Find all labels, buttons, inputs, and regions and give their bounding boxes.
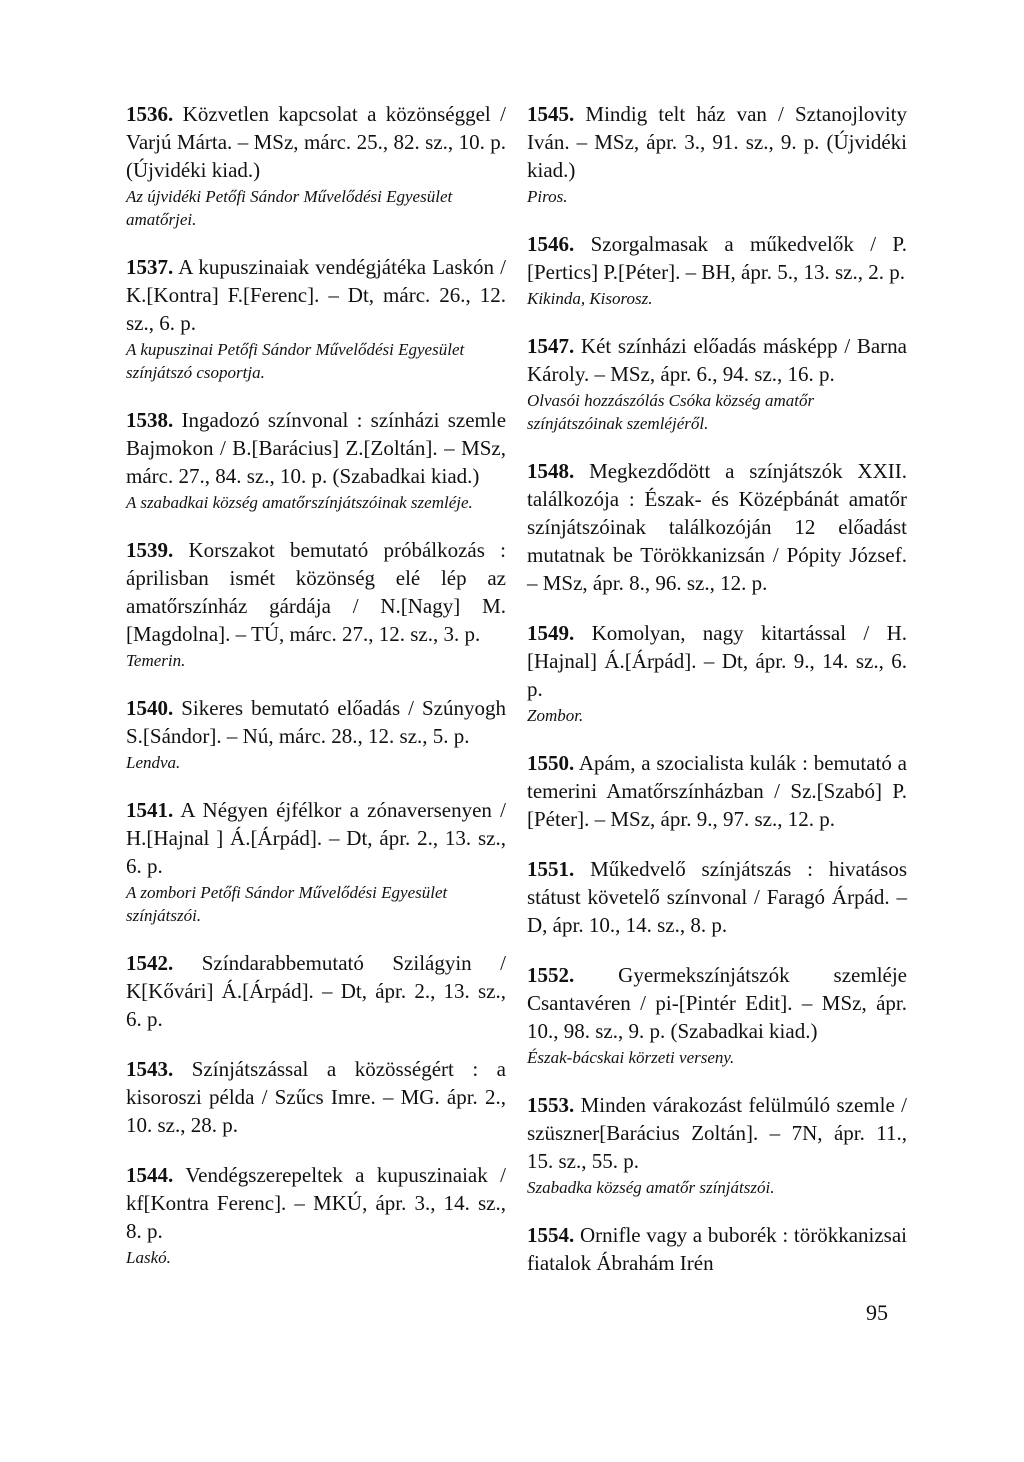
entry-body: Sikeres bemutató előadás / Szúnyogh S.[Sándor]. – Nú, márc. 28., 12. sz., 5. p. bbox=[126, 696, 506, 748]
entry-number: 1553. bbox=[527, 1093, 575, 1117]
entry-text bbox=[527, 855, 907, 939]
entry-text bbox=[126, 1161, 506, 1245]
entry-text bbox=[527, 332, 907, 388]
entry-body: Ingadozó színvonal : színházi szemle Bajmokon / B.[Barácius] Z.[Zoltán]. – MSz, márc. 27., 84. sz., 10. p. (Szabadkai kiad.) bbox=[126, 408, 507, 488]
entry-text bbox=[126, 796, 506, 880]
entry-text bbox=[126, 949, 506, 1033]
entry-text bbox=[527, 961, 907, 1045]
entry-note: Kikinda, Kisorosz. bbox=[527, 289, 653, 308]
entry-text bbox=[527, 1091, 907, 1175]
entry-note: Szabadka község amatőr színjátszói. bbox=[527, 1178, 775, 1197]
entry-text bbox=[126, 100, 506, 184]
entry-number: 1545. bbox=[527, 102, 575, 126]
entry-note: Az újvidéki Petőfi Sándor Művelődési Egyesület amatőrjei. bbox=[126, 187, 453, 229]
entry-body: Vendégszerepeltek a kupuszinaiak / kf[Kontra Ferenc]. – MKÚ, ápr. 3., 14. sz., 8. p. bbox=[126, 1163, 506, 1243]
entry-1544 bbox=[126, 1161, 506, 1269]
entry-text bbox=[527, 1221, 907, 1277]
entry-text bbox=[527, 619, 907, 703]
entry-1537 bbox=[126, 253, 506, 384]
entry-1554 bbox=[527, 1221, 907, 1277]
entry-1543 bbox=[126, 1055, 506, 1139]
entry-1536 bbox=[126, 100, 506, 231]
entry-body: Közvetlen kapcsolat a közönséggel / Varjú Márta. – MSz, márc. 25., 82. sz., 10. p. (Újvidéki kiad.) bbox=[126, 102, 506, 182]
entry-text bbox=[126, 536, 506, 648]
entry-1542 bbox=[126, 949, 506, 1033]
entry-number: 1537. bbox=[126, 255, 174, 279]
entry-body: Két színházi előadás másképp / Barna Károly. – MSz, ápr. 6., 94. sz., 16. p. bbox=[527, 334, 907, 386]
entry-1540 bbox=[126, 694, 506, 774]
right-column bbox=[527, 100, 907, 1299]
entry-body: A kupuszinaiak vendégjátéka Laskón / K.[Kontra] F.[Ferenc]. – Dt, márc. 26., 12. sz., 6. p. bbox=[126, 255, 506, 335]
entry-body: Gyermekszínjátszók szemléje Csantavéren / pi-[Pintér Edit]. – MSz, ápr. 10., 98. sz., 9. p. (Szabadkai kiad.) bbox=[527, 963, 907, 1043]
entry-body: Műkedvelő színjátszás : hivatásos státust követelő színvonal / Faragó Árpád. – D, ápr. 10., 14. sz., 8. p. bbox=[527, 857, 907, 937]
entry-note: A szabadkai község amatőrszínjátszóinak szemléje. bbox=[126, 493, 473, 512]
entry-text bbox=[126, 406, 506, 490]
entry-note: Zombor. bbox=[527, 706, 584, 725]
entry-note: A kupuszinai Petőfi Sándor Művelődési Egyesület színjátszó csoportja. bbox=[126, 340, 465, 382]
entry-text bbox=[527, 457, 907, 597]
entry-body: Színdarabbemutató Szilágyin / K[Kővári] Á.[Árpád]. – Dt, ápr. 2., 13. sz., 6. p. bbox=[126, 951, 507, 1031]
entry-number: 1538. bbox=[126, 408, 174, 432]
entry-number: 1554. bbox=[527, 1223, 575, 1247]
entry-number: 1549. bbox=[527, 621, 575, 645]
entry-note: Észak-bácskai körzeti verseny. bbox=[527, 1048, 735, 1067]
entry-body: Mindig telt ház van / Sztanojlovity Iván. – MSz, ápr. 3., 91. sz., 9. p. (Újvidéki kiad.) bbox=[527, 102, 907, 182]
entry-note: Piros. bbox=[527, 187, 568, 206]
entry-body: Komolyan, nagy kitartással / H.[Hajnal] Á.[Árpád]. – Dt, ápr. 9., 14. sz., 6. p. bbox=[527, 621, 907, 701]
entry-1548 bbox=[527, 457, 907, 597]
entry-body: Ornifle vagy a buborék : törökkanizsai fiatalok Ábrahám Irén bbox=[527, 1223, 907, 1275]
page-number: 95 bbox=[866, 1300, 888, 1325]
entry-1546 bbox=[527, 230, 907, 310]
entry-number: 1550. bbox=[527, 751, 575, 775]
entry-number: 1540. bbox=[126, 696, 174, 720]
entry-number: 1548. bbox=[527, 459, 575, 483]
entry-text bbox=[126, 1055, 506, 1139]
entry-number: 1536. bbox=[126, 102, 174, 126]
entry-number: 1544. bbox=[126, 1163, 174, 1187]
entry-note: Lendva. bbox=[126, 753, 181, 772]
entry-1538 bbox=[126, 406, 506, 514]
entry-body: Apám, a szocialista kulák : bemutató a temerini Amatőrszínházban / Sz.[Szabó] P.[Péter]. – MSz, ápr. 9., 97. sz., 12. p. bbox=[527, 751, 907, 831]
entry-number: 1542. bbox=[126, 951, 174, 975]
entry-body: Minden várakozást felülmúló szemle / szüszner[Barácius Zoltán]. – 7N, ápr. 11., 15. sz., 55. p. bbox=[527, 1093, 908, 1173]
entry-1545 bbox=[527, 100, 907, 208]
entry-note: Temerin. bbox=[126, 651, 186, 670]
entry-note: Laskó. bbox=[126, 1248, 171, 1267]
entry-note: Olvasói hozzászólás Csóka község amatőr színjátszóinak szemléjéről. bbox=[527, 391, 815, 433]
entry-1539 bbox=[126, 536, 506, 672]
entry-number: 1543. bbox=[126, 1057, 174, 1081]
entry-text bbox=[527, 230, 907, 286]
entry-number: 1551. bbox=[527, 857, 575, 881]
entry-body: Szorgalmasak a műkedvelők / P.[Pertics] P.[Péter]. – BH, ápr. 5., 13. sz., 2. p. bbox=[527, 232, 907, 284]
entry-1541 bbox=[126, 796, 506, 927]
entry-1547 bbox=[527, 332, 907, 435]
entry-1552 bbox=[527, 961, 907, 1069]
entry-number: 1546. bbox=[527, 232, 575, 256]
entry-1550 bbox=[527, 749, 907, 833]
entry-body: Színjátszással a közösségért : a kisoroszi példa / Szűcs Imre. – MG. ápr. 2., 10. sz., 28. p. bbox=[126, 1057, 506, 1137]
entry-text bbox=[527, 749, 907, 833]
entry-number: 1539. bbox=[126, 538, 174, 562]
entry-text bbox=[126, 253, 506, 337]
entry-body: Megkezdődött a színjátszók XXII. találkozója : Észak- és Középbánát amatőr színjátszóinak találkozóján 12 előadást mutatnak be Törökkanizsán / Pópity József. – MSz, ápr. 8., 96. sz., 12. p. bbox=[527, 459, 907, 595]
entry-body: A Négyen éjfélkor a zónaversenyen / H.[Hajnal ] Á.[Árpád]. – Dt, ápr. 2., 13. sz., 6. p. bbox=[126, 798, 506, 878]
entry-number: 1547. bbox=[527, 334, 575, 358]
entry-text bbox=[126, 694, 506, 750]
entry-body: Korszakot bemutató próbálkozás : áprilisban ismét közönség elé lép az amatőrszínház gárdája / N.[Nagy] M.[Magdolna]. – TÚ, márc. 27., 12. sz., 3. p. bbox=[126, 538, 506, 646]
entry-number: 1541. bbox=[126, 798, 174, 822]
left-column bbox=[126, 100, 506, 1291]
entry-1549 bbox=[527, 619, 907, 727]
entry-note: A zombori Petőfi Sándor Művelődési Egyesület színjátszói. bbox=[126, 883, 448, 925]
entry-1553 bbox=[527, 1091, 907, 1199]
entry-text bbox=[527, 100, 907, 184]
entry-1551 bbox=[527, 855, 907, 939]
entry-number: 1552. bbox=[527, 963, 575, 987]
